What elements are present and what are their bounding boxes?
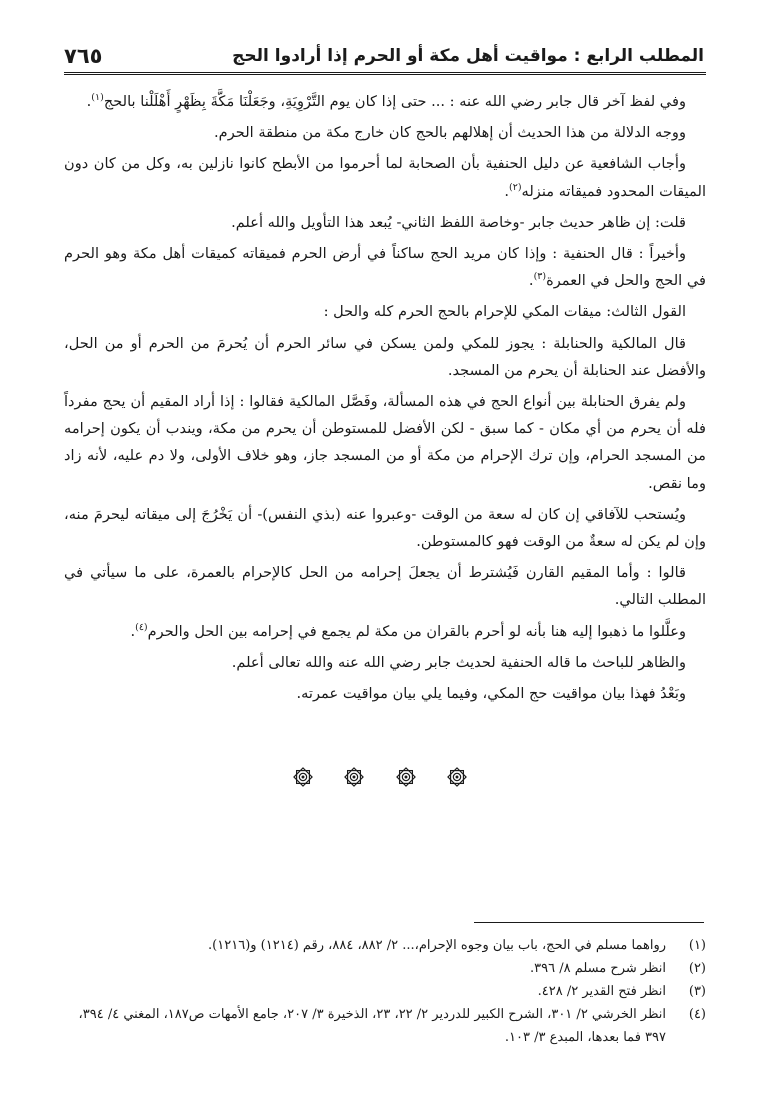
- page-number: ٧٦٥: [64, 44, 103, 68]
- paragraph: [64, 298, 706, 325]
- paragraph-text: ووجه الدلالة من هذا الحديث أن إهلالهم بالحج كان خارج مكة من منطقة الحرم.: [214, 124, 686, 142]
- main-text: [64, 88, 706, 711]
- footnote: [64, 980, 706, 1003]
- footnote: [64, 934, 706, 957]
- star-flower-icon: [446, 766, 468, 788]
- footnote: [64, 957, 706, 980]
- paragraph: [64, 559, 706, 613]
- paragraph: [64, 501, 706, 555]
- header-divider: [64, 72, 706, 75]
- paragraph-end: .: [130, 622, 136, 640]
- footnote-reference: (١): [91, 92, 104, 104]
- footnotes: [64, 934, 706, 1049]
- footnote-text: انظر شرح مسلم ٨/ ٣٩٦.: [529, 961, 666, 976]
- star-flower-icon: [395, 766, 417, 788]
- paragraph-text: وأخيراً : قال الحنفية : وإذا كان مريد الحج ساكناً في أرض الحرم فميقاته كميقات أهل مكة وهو الحرم في الحج والحل في العمرة: [64, 245, 706, 290]
- footnote-reference: (٣): [533, 271, 547, 283]
- paragraph: [64, 618, 706, 645]
- paragraph: [64, 209, 706, 236]
- footnote-number: (٣): [688, 984, 706, 999]
- paragraph: [64, 388, 706, 497]
- star-flower-icon: [292, 766, 314, 788]
- footnote-text: انظر فتح القدير ٢/ ٤٢٨.: [537, 984, 666, 999]
- footnote-reference: (٢): [508, 181, 522, 193]
- footnote-reference: (٤): [135, 621, 148, 633]
- footnote-divider: [474, 922, 704, 923]
- paragraph-text: قلت: إن ظاهر حديث جابر -وخاصة اللفظ الثاني- يُبعد هذا التأويل والله أعلم.: [231, 213, 686, 231]
- paragraph: [64, 150, 706, 204]
- paragraph-end: .: [504, 182, 509, 200]
- footnote-number: (٤): [688, 1007, 706, 1022]
- paragraph-text: قال المالكية والحنابلة : يجوز للمكي ولمن يسكن في سائر الحرم أن يُحرمَ من الحرم أو من الحل، والأفضل عند الحنابلة أن يحرم من المسجد.: [64, 334, 706, 379]
- paragraph-text: وعلَّلوا ما ذهبوا إليه هنا بأنه لو أحرم بالقران من مكة لم يجمع في إحرامه بين الحل والحرم: [147, 622, 686, 640]
- paragraph: [64, 240, 706, 294]
- paragraph: [64, 119, 706, 146]
- paragraph-text: وفي لفظ آخر قال جابر رضي الله عنه : ... حتى إذا كان يوم التَّرْوِيَةِ، وجَعَلْنَا مَكَّةَ بِظَهْرٍ أَهْلَلْنا بالحج: [103, 93, 686, 110]
- paragraph-text: قالوا : وأما المقيم القارن فَيُشترط أن يجعلَ إحرامه من الحل كالإحرام بالعمرة، على ما سيأتي في المطلب التالي.: [64, 564, 706, 609]
- paragraph: [64, 649, 706, 676]
- footnote-text: انظر الخرشي ٢/ ٣٠١، الشرح الكبير للدردير ٢/ ٢٢، ٢٣، الذخيرة ٣/ ٢٠٧، جامع الأمهات ص١٨٧، المغني ٤/ ٣٩٤، ٣٩٧ فما بعدها، المبدع ٣/ ١٠٣.: [78, 1007, 666, 1045]
- footnote-number: (١): [688, 938, 706, 953]
- paragraph-end: .: [528, 272, 534, 290]
- paragraph-text: ولم يفرق الحنابلة بين أنواع الحج في هذه المسألة، وفَصَّل المالكية فقالوا : إذا أراد المقيم أن يحج مفرداً فله أن يحرم من أي مكان - كما سبق - لكن الأفضل للمستوطن أن يحرم من مكة، ويندب أن يكون إحرامه من المسجد الحرام، وإن ترك الإحرام من مكة أو من المسجد جاز، وهو خلاف الأولى، ولا دم عليه، لأنه زاد وما نقص.: [64, 393, 706, 492]
- paragraph-text: وبَعْدُ فهذا بيان مواقيت حج المكي، وفيما يلي بيان مواقيت عمرته.: [296, 685, 686, 703]
- section-title: المطلب الرابع : مواقيت أهل مكة أو الحرم إذا أرادوا الحج: [232, 46, 704, 66]
- running-header: [64, 42, 704, 70]
- paragraph-text: وأجاب الشافعية عن دليل الحنفية بأن الصحابة لما أحرموا من الأبطح كانوا نازلين به، وكل من كان دون الميقات المحدود فميقاته منزله: [64, 155, 706, 200]
- footnote-number: (٢): [688, 961, 706, 976]
- footnote-text: رواهما مسلم في الحج، باب بيان وجوه الإحرام،... ٢/ ٨٨٢، ٨٨٤، رقم (١٢١٤) و(١٢١٦).: [208, 938, 666, 953]
- footnote: [64, 1003, 706, 1049]
- paragraph-text: والظاهر للباحث ما قاله الحنفية لحديث جابر رضي الله عنه والله تعالى أعلم.: [231, 653, 686, 671]
- paragraph-text: القول الثالث: ميقات المكي للإحرام بالحج الحرم كله والحل :: [323, 303, 686, 321]
- paragraph: [64, 680, 706, 707]
- star-flower-icon: [343, 766, 365, 788]
- section-end-ornaments: [0, 766, 760, 792]
- paragraph-text: ويُستحب للآفاقي إن كان له سعة من الوقت -وعبروا عنه (بذي النفس)- أن يَخْرُجَ إلى ميقاته ليحرمَ منه، وإن لم يكن له سعةٌ من الوقت فهو كالمستوطن.: [64, 505, 706, 551]
- paragraph-end: .: [86, 93, 92, 110]
- paragraph: [64, 88, 706, 115]
- paragraph: [64, 330, 706, 384]
